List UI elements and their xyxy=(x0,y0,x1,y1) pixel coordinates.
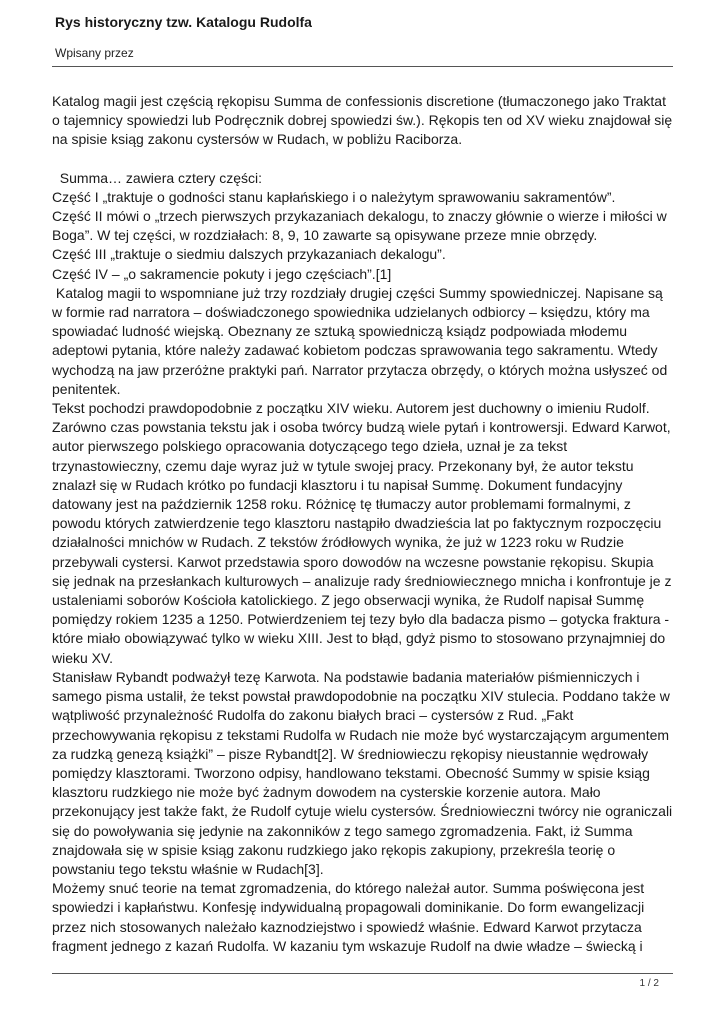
footer-divider xyxy=(52,973,673,974)
paragraph-summa-parts: Summa… zawiera cztery części: xyxy=(52,169,263,186)
paragraph-catalog: Katalog magii to wspomniane już trzy rozdziały drugiej części Summy spowiedniczej. Napisane są w formie rad narratora – doświadczonego spowiednika udzielanych odbiorcy – księdzu, który ma spowiadać ludność wiejską. Obeznany ze sztuką spowiedniczą ksiądz podpowiada młodemu adeptowi pytania, które należy zadawać kobietom podczas sprawowania tego sakramentu. Wtedy wychodzą na jaw przeróżne praktyki pań. Narrator przytacza obrzędy, o których można usłyszeć od penitentek. xyxy=(52,284,672,397)
paragraph-rybandt: Stanisław Rybandt podważył tezę Karwota. Na podstawie badania materiałów piśmienniczych i samego pisma ustalił, że tekst powstał prawdopodobnie na początku XIV stulecia. Poddano także w wątpliwość przynależność Rudolfa do zakonu białych braci – cystersów z Rud. „Fakt przechowywania rękopisu z tekstami Rudolfa w Rudach nie może być wystarczającym argumentem za rudzką genezą książki” – pisze Rybandt[2]. W średniowieczu rękopisy nieustannie wędrowały pomiędzy klasztorami. Tworzono odpisy, handlowano tekstami. Obecność Summy w spisie ksiąg klasztoru rudzkiego nie może być żadnym dowodem na cysterskie korzenie autora. Mało przekonujący jest także fakt, że Rudolf cytuje wielu cystersów. Średniowieczni twórcy nie ograniczali się do powoływania się jedynie na zakonników z tego samego zgromadzenia. Fakt, iż Summa znajdowała się w spisie ksiąg zakonu rudzkiego jako rękopis zakupiony, przekreśla teorię o powstaniu tego tekstu właśnie w Rudach[3]. xyxy=(52,668,677,877)
paragraph-part-2: Część II mówi o „trzech pierwszych przykazaniach dekalogu, to znaczy głównie o wierze i miłości w Boga”. W tej części, w rozdziałach: 8, 9, 10 zawarte są opisywane przeze mnie obrzędy. xyxy=(52,208,671,244)
document-title: Rys historyczny tzw. Katalogu Rudolfa xyxy=(55,14,312,30)
page-number: 1 / 2 xyxy=(639,978,659,989)
paragraph-part-3: Część III „traktuje o siedmiu dalszych przykazaniach dekalogu”. xyxy=(52,246,446,263)
author-byline: Wpisany przez xyxy=(55,46,134,60)
paragraph-intro: Katalog magii jest częścią rękopisu Summa de confessionis discretione (tłumaczonego jako Traktat o tajemnicy spowiedzi lub Podręcznik dobrej spowiedzi św.). Rękopis ten od XV wieku znajdował się na spisie ksiąg zakonu cystersów w Rudach, w pobliżu Raciborza. xyxy=(52,93,677,148)
paragraph-part-4: Część IV – „o sakramencie pokuty i jego częściach”.[1] xyxy=(52,265,392,282)
paragraph-congregation: Możemy snuć teorie na temat zgromadzenia, do którego należał autor. Summa poświęcona jest spowiedzi i kapłaństwu. Konfesję indywidualną propagowali dominikanie. Do form ewangelizacji przez nich stosowanych należało kaznodziejstwo i spowiedź właśnie. Edward Karwot przytacza fragment jednego z kazań Rudolfa. W kazaniu tym wskazuje Rudolf na dwie władze – świecką i xyxy=(52,880,649,954)
article-body xyxy=(52,92,677,956)
header-divider xyxy=(52,66,673,67)
paragraph-part-1: Część I „traktuje o godności stanu kapłańskiego i o należytym sprawowaniu sakramentów”. xyxy=(52,188,616,205)
paragraph-origin: Tekst pochodzi prawdopodobnie z początku XIV wieku. Autorem jest duchowny o imieniu Rudolf. Zarówno czas powstania tekstu jak i osoba twórcy budzą wiele pytań i kontrowersji. Edward Karwot, autor pierwszego polskiego opracowania dotyczącego tego dzieła, uznał je za tekst trzynastowieczny, czemu daje wyraz już w tytule swojej pracy. Przekonany był, że autor tekstu znalazł się w Rudach krótko po fundacji klasztoru i tu napisał Summę. Dokument fundacyjny datowany jest na październik 1258 roku. Różnicę tę tłumaczy autor problemami formalnymi, z powodu których zatwierdzenie tego klasztoru nastąpiło dwadzieścia lat po faktycznym rozpoczęciu działalności mnichów w Rudach. Z tekstów źródłowych wynika, że już w 1223 roku w Rudzie przebywali cystersi. Karwot przedstawia sporo dowodów na wczesne powstanie rękopisu. Skupia się jednak na przesłankach kulturowych – analizuje rady średniowiecznego mnicha i konfrontuje je z ustaleniami soborów Kościoła katolickiego. Z jego obserwacji wynika, że Rudolf napisał Summę pomiędzy rokiem 1235 a 1250. Potwierdzeniem tej tezy było dla badacza pismo – gotycka fraktura - które miało obowiązywać tylko w wieku XIII. Jest to błąd, gdyż pismo to stosowano przynajmniej do wieku XV. xyxy=(52,400,676,666)
